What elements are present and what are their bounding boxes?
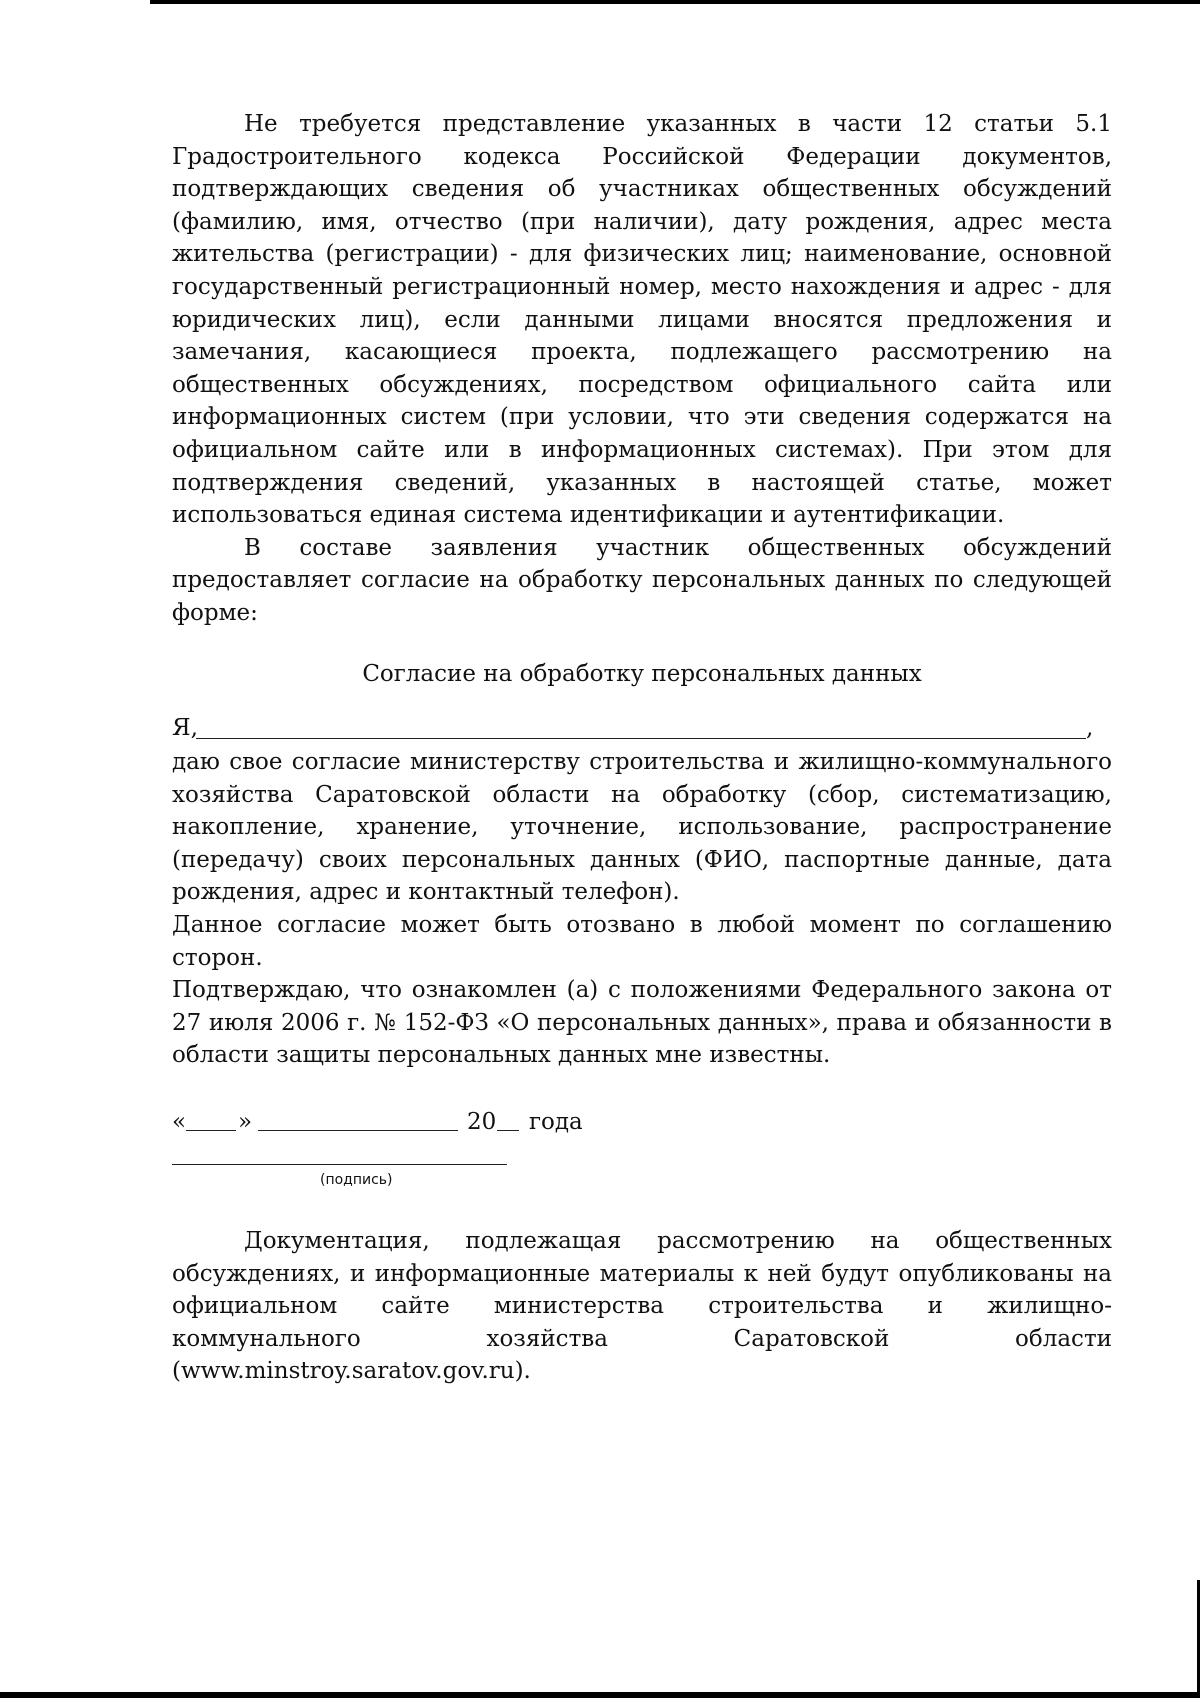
paragraph-publication: Документация, подлежащая рассмотрению на общественных обсуждениях, и информационные материалы к ней будут опубликованы на официальном сайте министерства строительства и жилищно-коммунального хозяйства Саратовской области (www.minstroy.saratov.gov.ru). (172, 1228, 1112, 1385)
day-blank (186, 1130, 236, 1131)
signature-caption: (подпись) (320, 1172, 393, 1189)
year-suffix: года (529, 1109, 583, 1136)
scan-edge-top (150, 0, 1200, 4)
signature-line (172, 1164, 507, 1165)
name-fill-line (172, 712, 1112, 746)
paragraph-documents-not-required: Не требуется представление указанных в части 12 статьи 5.1 Градостроительного кодекса Российской Федерации документов, подтверждающих сведения об участниках общественных обсуждений (фамилию, имя, отчество (при наличии), дату рождения, адрес места жительства (регистрации) - для физических лиц; наименование, основной государственный регистрационный номер, место нахождения и адрес - для юридических лиц), если данными лицами вносятся предложения и замечания, касающиеся проекта, подлежащего рассмотрению на общественных обсуждениях, посредством официального сайта или информационных систем (при условии, что эти сведения содержатся на официальном сайте или в информационных системах). При этом для подтверждения сведений, указанных в настоящей статье, может использоваться единая система идентификации и аутентификации. (172, 111, 1112, 529)
consent-body-confirmation: Подтверждаю, что ознакомлен (а) с положениями Федерального закона от 27 июля 2006 г. № 152-ФЗ «О персональных данных», права и обязанности в области защиты персональных данных мне известны. (172, 977, 1112, 1069)
date-close-quote: » (238, 1109, 253, 1136)
scan-edge-bottom (0, 1692, 1200, 1698)
ya-label: Я, (172, 715, 198, 742)
month-blank (258, 1130, 458, 1131)
year-blank (497, 1130, 519, 1131)
consent-body-revocation: Данное согласие может быть отозвано в любой момент по соглашению сторон. (172, 912, 1112, 971)
consent-body-processing: даю свое согласие министерству строительства и жилищно-коммунального хозяйства Саратовской области на обработку (сбор, систематизацию, накопление, хранение, уточнение, использование, распространение (передачу) своих персональных данных (ФИО, паспортные данные, дата рождения, адрес и контактный телефон). (172, 749, 1112, 906)
paragraph-consent-intro: В составе заявления участник общественных обсуждений предоставляет согласие на обработку персональных данных по следующей форме: (172, 534, 1112, 626)
date-fill-line (172, 1106, 1112, 1138)
date-open-quote: « (172, 1109, 187, 1136)
ya-comma: , (1086, 715, 1094, 742)
year-prefix: 20 (467, 1109, 497, 1136)
document-body (172, 108, 1112, 1388)
consent-title: Согласие на обработку персональных данных (362, 660, 922, 687)
name-blank (196, 738, 1086, 739)
